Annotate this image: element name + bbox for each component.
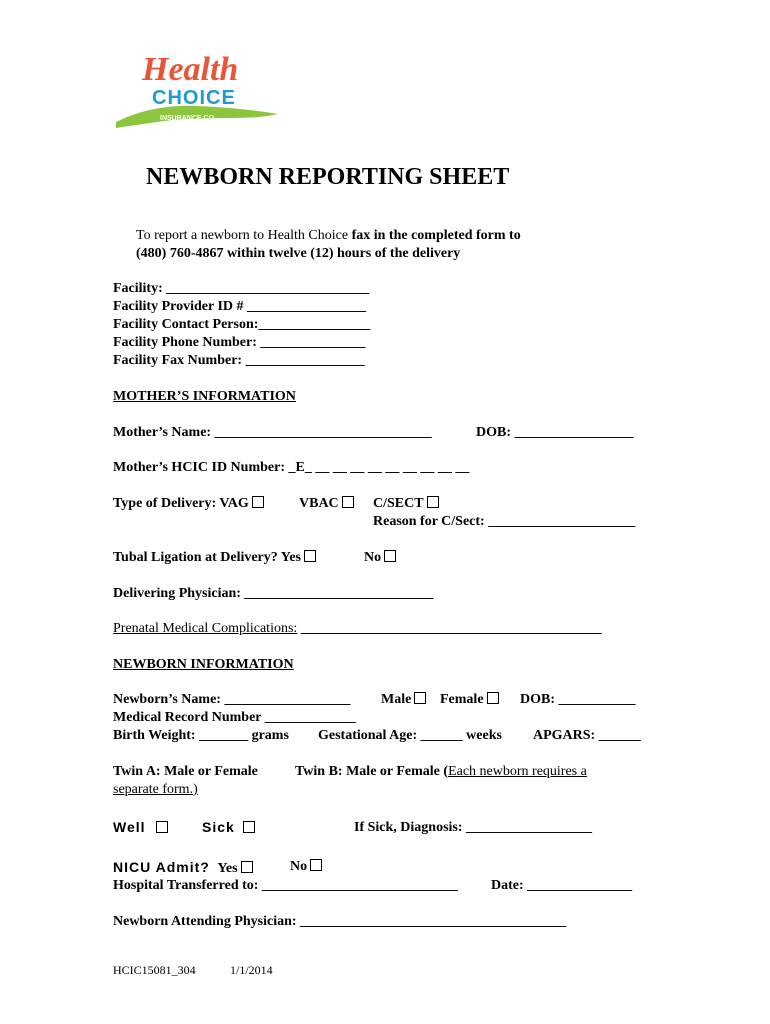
form-code: HCIC15081_304	[113, 963, 196, 977]
delivery-type-row	[113, 496, 264, 512]
newborn-heading: NEWBORN INFORMATION	[113, 657, 294, 672]
twin-a-option[interactable]: Twin A: Male or Female	[113, 764, 258, 779]
tubal-no-option	[364, 550, 396, 566]
delivering-physician-field[interactable]: Delivering Physician: ___________________________	[113, 586, 434, 601]
medical-record-field[interactable]: Medical Record Number _____________	[113, 710, 356, 725]
sick-checkbox[interactable]	[243, 821, 255, 833]
transfer-date-field[interactable]: Date: _______________	[491, 878, 633, 893]
nicu-no-option	[290, 859, 322, 875]
twin-note-1: Each newborn requires a	[448, 764, 587, 779]
tubal-no-label: No	[364, 550, 382, 565]
male-checkbox[interactable]	[414, 692, 426, 704]
hospital-transferred-field[interactable]: Hospital Transferred to: ____________________________	[113, 878, 458, 893]
mother-dob-field[interactable]: DOB: _________________	[476, 425, 634, 440]
form-date: 1/1/2014	[230, 963, 273, 977]
diagnosis-field[interactable]: If Sick, Diagnosis: __________________	[354, 820, 593, 835]
nicu-label: NICU Admit?	[113, 859, 210, 875]
complications-line[interactable]: ___________________________________________	[297, 621, 602, 636]
complications-label: Prenatal Medical Complications:	[113, 621, 298, 636]
csect-option	[373, 496, 439, 512]
tubal-no-checkbox[interactable]	[384, 550, 396, 562]
logo-text-choice: CHOICE	[152, 87, 236, 109]
male-label: Male	[381, 692, 412, 707]
facility-contact-field[interactable]: Facility Contact Person:________________	[113, 317, 371, 332]
well-checkbox[interactable]	[156, 821, 168, 833]
mother-heading: MOTHER’S INFORMATION	[113, 389, 296, 404]
vag-checkbox[interactable]	[252, 496, 264, 508]
nicu-row	[113, 859, 253, 877]
female-option	[440, 692, 499, 708]
csect-reason-field[interactable]: Reason for C/Sect: _____________________	[373, 514, 636, 529]
facility-name-field[interactable]: Facility: _____________________________	[113, 281, 370, 296]
intro-line-1	[136, 228, 521, 244]
mother-name-field[interactable]: Mother’s Name: _______________________________	[113, 425, 432, 440]
male-option	[381, 692, 426, 708]
vbac-checkbox[interactable]	[342, 496, 354, 508]
intro-line-2: (480) 760-4867 within twelve (12) hours of the delivery	[136, 246, 461, 261]
logo-text-insurance: INSURANCE CO.	[160, 115, 217, 122]
sick-label: Sick	[202, 819, 235, 835]
page-title: NEWBORN REPORTING SHEET	[146, 164, 510, 190]
apgars-field[interactable]: APGARS: ______	[533, 728, 641, 743]
intro-bold-1: fax in the completed form to	[351, 228, 521, 243]
tubal-ligation-row	[113, 550, 316, 566]
nicu-yes-checkbox[interactable]	[241, 861, 253, 873]
vbac-label: VBAC	[299, 496, 339, 511]
sick-option	[202, 819, 255, 835]
delivery-vag-label: Type of Delivery: VAG	[113, 496, 249, 511]
facility-provider-id-field[interactable]: Facility Provider ID # _________________	[113, 299, 367, 314]
well-option	[113, 819, 168, 835]
nicu-no-checkbox[interactable]	[310, 859, 322, 871]
csect-checkbox[interactable]	[427, 496, 439, 508]
well-label: Well	[113, 819, 146, 835]
female-checkbox[interactable]	[487, 692, 499, 704]
vbac-option	[299, 496, 354, 512]
csect-label: C/SECT	[373, 496, 424, 511]
complications-row	[113, 621, 602, 637]
facility-fax-field[interactable]: Facility Fax Number: _________________	[113, 353, 365, 368]
tubal-yes-label: Tubal Ligation at Delivery? Yes	[113, 550, 301, 565]
gestational-age-field[interactable]: Gestational Age: ______ weeks	[318, 728, 502, 743]
female-label: Female	[440, 692, 484, 707]
mother-hcic-field[interactable]: Mother’s HCIC ID Number: _E_ __ __ __ __ __ __ __ __ __	[113, 460, 470, 475]
intro-normal: To report a newborn to Health Choice	[136, 228, 352, 243]
facility-phone-field[interactable]: Facility Phone Number: _______________	[113, 335, 366, 350]
birth-weight-field[interactable]: Birth Weight: _______ grams	[113, 728, 289, 743]
newborn-dob-field[interactable]: DOB: ___________	[520, 692, 636, 707]
twin-b-row	[295, 764, 587, 780]
twin-note-2: separate form.)	[113, 782, 198, 797]
attending-physician-field[interactable]: Newborn Attending Physician: ______________________________________	[113, 914, 567, 929]
nicu-yes-label: Yes	[217, 861, 238, 876]
health-choice-logo	[112, 44, 282, 134]
logo-text-health: Health	[142, 51, 239, 88]
newborn-name-field[interactable]: Newborn’s Name: __________________	[113, 692, 351, 707]
nicu-no-label: No	[290, 859, 308, 874]
tubal-yes-checkbox[interactable]	[304, 550, 316, 562]
twin-b-option[interactable]: Twin B: Male or Female (	[295, 764, 449, 779]
